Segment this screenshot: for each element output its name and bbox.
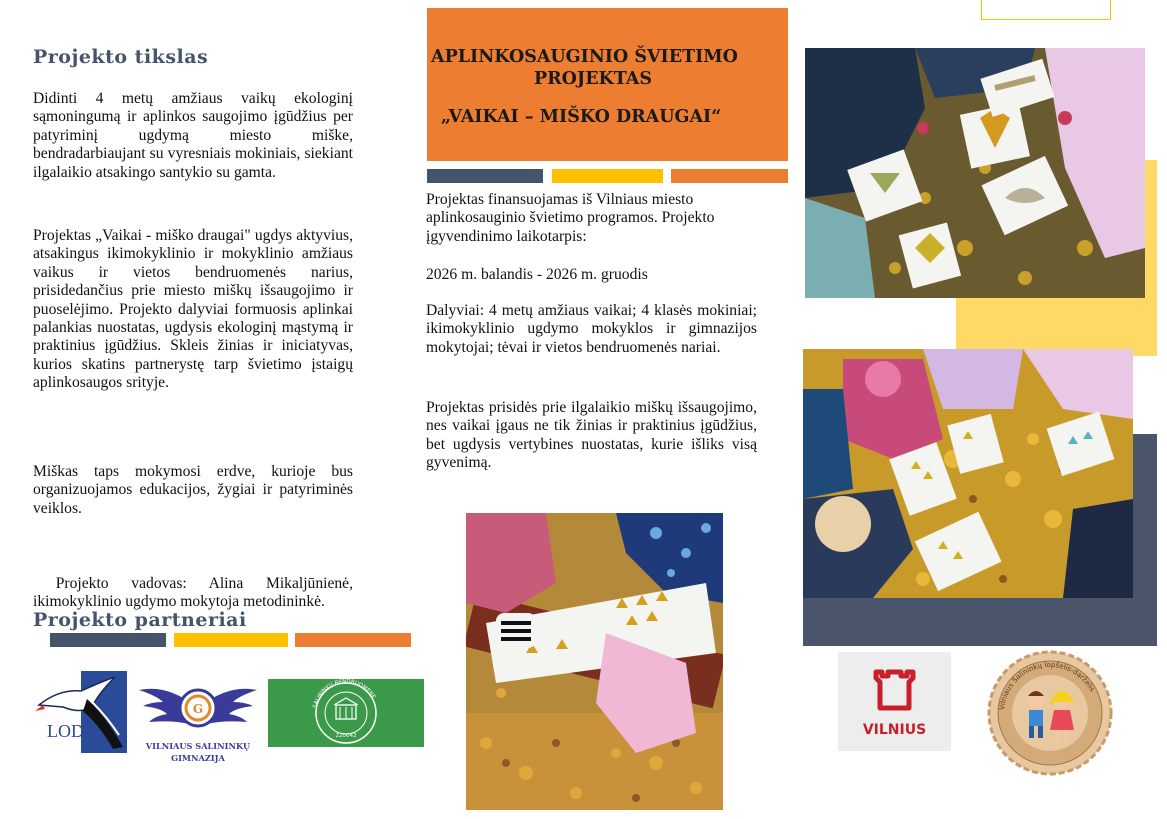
title-box bbox=[427, 8, 788, 161]
participants-paragraph bbox=[426, 302, 757, 357]
gymnasium-name-line1: VILNIAUS SALININKŲ bbox=[145, 741, 251, 751]
photo-children-worksheets bbox=[466, 513, 723, 810]
gymnasium-name-line2: GIMNAZIJA bbox=[171, 753, 225, 763]
funding-paragraph bbox=[426, 191, 757, 246]
title-line-1: APLINKOSAUGINIO ŠVIETIMO bbox=[431, 47, 738, 67]
middle-bar-slate bbox=[427, 169, 543, 183]
photo-children-sorting bbox=[803, 349, 1133, 598]
funding-text: Projektas finansuojamas iš Vilniaus miesto aplinkosauginio švietimo programos. Projekto įgyvendinimo laikotarpis: bbox=[426, 191, 715, 245]
forest-paragraph bbox=[33, 463, 353, 518]
partners-bar-slate bbox=[50, 633, 166, 647]
middle-bar-orange bbox=[671, 169, 788, 183]
partners-heading: Projekto partneriai bbox=[33, 609, 247, 631]
goal-text: Didinti 4 metų amžiaus vaikų ekologinį sąmoningumą ir aplinkos saugojimo įgūdžius per patyriminį ugdymą miesto miške, bendradarbiaujant su vyresniais mokiniais, siekiant ilgalaikio atsakingo santykio su gamta. bbox=[33, 90, 353, 181]
community-ring-text: SALININKŲ BENDRUOMENĖ bbox=[312, 679, 377, 709]
dates-text: 2026 m. balandis - 2026 m. gruodis bbox=[426, 266, 648, 283]
photo-leaves-papers bbox=[805, 48, 1145, 298]
svg-text:G: G bbox=[192, 702, 204, 716]
project-text: Projektas „Vaikai - miško draugai" ugdys aktyvius, atsakingus ikimokyklinio ir mokyklinio amžiaus vaikus ir vietos bendruomenės narius, prisidedančius prie miesto miškų išsaugojimo ir puoselėjimo. Projekto dalyviai formuosis aplinkai palankias nuostatas, ugdysis ekologinį mąstymą ir praktinius įgūdžius. Skleis žinias ir iniciatyvas, kurios skatins partnerystę tarp švietimo įstaigų aplinkosaugos srityje. bbox=[33, 227, 353, 392]
middle-bar-yellow bbox=[552, 169, 663, 183]
goal-heading: Projekto tikslas bbox=[33, 46, 209, 68]
gymnasium-logo bbox=[137, 676, 259, 768]
kindergarten-seal bbox=[984, 650, 1116, 776]
community-logo bbox=[268, 679, 424, 747]
partners-bar-yellow bbox=[174, 633, 288, 647]
participants-text: Dalyviai: 4 metų amžiaus vaikai; 4 klasės mokiniai; ikimokyklinio ugdymo mokyklos ir gimnazijos mokytojai; tėvai ir vietos bendruomenės nariai. bbox=[426, 302, 757, 356]
lod-text: LOD bbox=[47, 721, 84, 741]
vilnius-logo bbox=[838, 652, 951, 751]
project-paragraph bbox=[33, 227, 353, 393]
contribution-paragraph bbox=[426, 399, 757, 473]
contribution-text: Projektas prisidės prie ilgalaikio miškų išsaugojimo, nes vaikai įgaus ne tik žinias ir praktinius įgūdžius, bet ugdysis vertybines nuostatas, kurie išliks visą gyvenimą. bbox=[426, 399, 757, 472]
forest-text: Miškas taps mokymosi erdve, kurioje bus organizuojamos edukacijos, žygiai ir patyriminės veiklos. bbox=[33, 463, 353, 517]
goal-paragraph bbox=[33, 90, 353, 182]
title-line-2: PROJEKTAS bbox=[533, 69, 653, 89]
kindergarten-ring-text: Vilniaus Salininkų lopšelis-darželis bbox=[998, 660, 1097, 711]
svg-text:SALININKŲ BENDRUOMENĖ bbox=[312, 679, 377, 709]
community-year: 220042 bbox=[335, 733, 357, 739]
lod-logo bbox=[33, 671, 127, 753]
vilnius-text: VILNIUS bbox=[862, 722, 927, 738]
leader-text: Projekto vadovas: Alina Mikaljūnienė, ikimokyklinio ugdymo mokytoja metodininkė. bbox=[33, 574, 357, 611]
deco-outline-box bbox=[981, 0, 1111, 20]
title-line-3: „VAIKAI – MIŠKO DRAUGAI“ bbox=[441, 107, 722, 127]
partners-bar-orange bbox=[295, 633, 411, 647]
